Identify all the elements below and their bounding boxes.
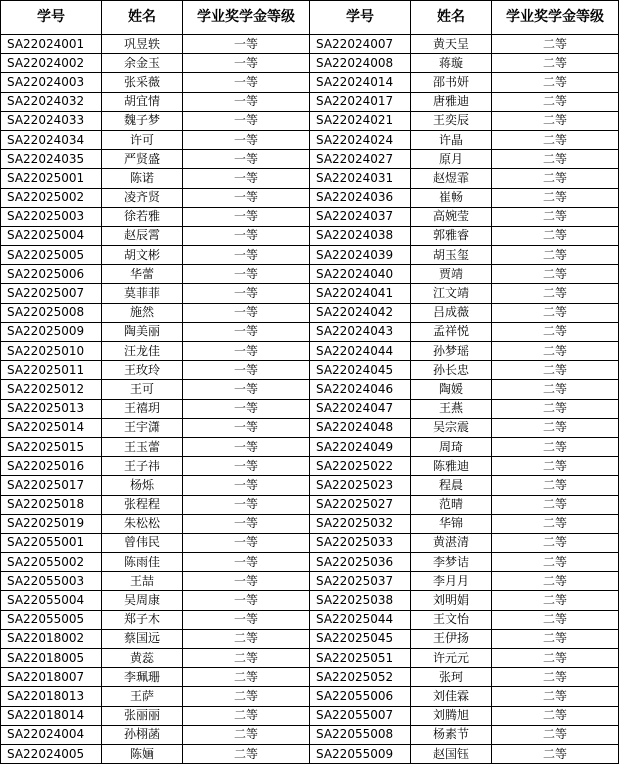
grade-cell: 二等: [492, 226, 619, 245]
grade-cell: 一等: [183, 553, 310, 572]
grade-cell: 二等: [492, 303, 619, 322]
name-cell: 周琦: [411, 437, 492, 456]
grade-cell: 一等: [183, 265, 310, 284]
student-id-cell: SA22055005: [1, 610, 102, 629]
table-row: [1, 73, 619, 92]
name-cell: 曾伟民: [102, 533, 183, 552]
student-id-cell: SA22024048: [310, 418, 411, 437]
table-row: [1, 399, 619, 418]
student-id-cell: SA22025007: [1, 284, 102, 303]
student-id-cell: SA22025045: [310, 629, 411, 648]
name-cell: 王伊扬: [411, 629, 492, 648]
grade-cell: 二等: [492, 73, 619, 92]
student-id-cell: SA22024005: [1, 744, 102, 763]
student-id-cell: SA22025011: [1, 361, 102, 380]
name-cell: 余金玉: [102, 54, 183, 73]
grade-cell: 二等: [492, 35, 619, 54]
grade-cell: 一等: [183, 437, 310, 456]
name-cell: 高婉莹: [411, 207, 492, 226]
name-cell: 许可: [102, 130, 183, 149]
grade-cell: 一等: [183, 322, 310, 341]
name-cell: 张程程: [102, 495, 183, 514]
grade-cell: 二等: [492, 207, 619, 226]
student-id-cell: SA22025013: [1, 399, 102, 418]
name-cell: 张丽丽: [102, 706, 183, 725]
name-cell: 张珂: [411, 668, 492, 687]
name-cell: 陈婳: [102, 744, 183, 763]
table-row: [1, 495, 619, 514]
grade-cell: 二等: [183, 706, 310, 725]
student-id-cell: SA22024038: [310, 226, 411, 245]
name-cell: 黄天呈: [411, 35, 492, 54]
name-cell: 王喆: [102, 572, 183, 591]
student-id-cell: SA22024032: [1, 92, 102, 111]
table-row: [1, 207, 619, 226]
table-row: [1, 188, 619, 207]
name-cell: 赵辰霄: [102, 226, 183, 245]
name-cell: 汪龙佳: [102, 342, 183, 361]
grade-cell: 一等: [183, 246, 310, 265]
name-cell: 赵煜霏: [411, 169, 492, 188]
name-cell: 王子祎: [102, 457, 183, 476]
grade-cell: 二等: [492, 706, 619, 725]
name-cell: 王奕辰: [411, 111, 492, 130]
student-id-cell: SA22024017: [310, 92, 411, 111]
student-id-cell: SA22025036: [310, 553, 411, 572]
name-cell: 孙长忠: [411, 361, 492, 380]
table-row: [1, 111, 619, 130]
grade-cell: 一等: [183, 399, 310, 418]
name-cell: 杨素节: [411, 725, 492, 744]
name-cell: 黄湛清: [411, 533, 492, 552]
grade-cell: 二等: [492, 150, 619, 169]
table-row: [1, 342, 619, 361]
student-id-cell: SA22024003: [1, 73, 102, 92]
grade-cell: 一等: [183, 495, 310, 514]
table-row: [1, 706, 619, 725]
name-cell: 黄蕊: [102, 649, 183, 668]
grade-cell: 二等: [492, 533, 619, 552]
grade-cell: 二等: [183, 629, 310, 648]
grade-cell: 二等: [492, 437, 619, 456]
table-row: [1, 533, 619, 552]
name-cell: 王禧玥: [102, 399, 183, 418]
student-id-cell: SA22025027: [310, 495, 411, 514]
table-row: [1, 572, 619, 591]
table-row: [1, 303, 619, 322]
student-id-cell: SA22055004: [1, 591, 102, 610]
table-row: [1, 649, 619, 668]
name-cell: 江文靖: [411, 284, 492, 303]
grade-cell: 二等: [492, 342, 619, 361]
grade-cell: 二等: [492, 92, 619, 111]
student-id-cell: SA22024049: [310, 437, 411, 456]
table-row: [1, 265, 619, 284]
header-scholarship-grade: 学业奖学金等级: [183, 1, 310, 35]
student-id-cell: SA22025004: [1, 226, 102, 245]
grade-cell: 一等: [183, 591, 310, 610]
grade-cell: 一等: [183, 303, 310, 322]
name-cell: 巩昱轶: [102, 35, 183, 54]
student-id-cell: SA22025032: [310, 514, 411, 533]
table-row: [1, 418, 619, 437]
table-row: [1, 687, 619, 706]
grade-cell: 一等: [183, 418, 310, 437]
grade-cell: 二等: [492, 649, 619, 668]
name-cell: 孟祥悦: [411, 322, 492, 341]
table-row: [1, 169, 619, 188]
name-cell: 赵国钰: [411, 744, 492, 763]
student-id-cell: SA22024034: [1, 130, 102, 149]
student-id-cell: SA22024042: [310, 303, 411, 322]
student-id-cell: SA22024004: [1, 725, 102, 744]
name-cell: 胡文彬: [102, 246, 183, 265]
grade-cell: 一等: [183, 610, 310, 629]
table-row: [1, 437, 619, 456]
student-id-cell: SA22018002: [1, 629, 102, 648]
grade-cell: 一等: [183, 54, 310, 73]
grade-cell: 二等: [492, 265, 619, 284]
name-cell: 朱松松: [102, 514, 183, 533]
student-id-cell: SA22025002: [1, 188, 102, 207]
grade-cell: 二等: [492, 380, 619, 399]
grade-cell: 二等: [183, 668, 310, 687]
name-cell: 凌齐贤: [102, 188, 183, 207]
student-id-cell: SA22025051: [310, 649, 411, 668]
table-row: [1, 92, 619, 111]
name-cell: 王文怡: [411, 610, 492, 629]
table-row: [1, 476, 619, 495]
grade-cell: 二等: [183, 687, 310, 706]
grade-cell: 二等: [492, 553, 619, 572]
student-id-cell: SA22025022: [310, 457, 411, 476]
student-id-cell: SA22024021: [310, 111, 411, 130]
student-id-cell: SA22025009: [1, 322, 102, 341]
header-scholarship-grade: 学业奖学金等级: [492, 1, 619, 35]
student-id-cell: SA22025012: [1, 380, 102, 399]
name-cell: 程晨: [411, 476, 492, 495]
student-id-cell: SA22018013: [1, 687, 102, 706]
grade-cell: 一等: [183, 150, 310, 169]
grade-cell: 二等: [492, 610, 619, 629]
grade-cell: 二等: [492, 130, 619, 149]
table-row: [1, 610, 619, 629]
name-cell: 华蕾: [102, 265, 183, 284]
grade-cell: 二等: [492, 246, 619, 265]
student-id-cell: SA22018014: [1, 706, 102, 725]
table-row: [1, 130, 619, 149]
student-id-cell: SA22025017: [1, 476, 102, 495]
name-cell: 华锦: [411, 514, 492, 533]
student-id-cell: SA22055006: [310, 687, 411, 706]
student-id-cell: SA22055003: [1, 572, 102, 591]
student-id-cell: SA22024045: [310, 361, 411, 380]
grade-cell: 二等: [492, 284, 619, 303]
name-cell: 魏子梦: [102, 111, 183, 130]
grade-cell: 二等: [492, 744, 619, 763]
student-id-cell: SA22024040: [310, 265, 411, 284]
table-row: [1, 744, 619, 763]
name-cell: 王萨: [102, 687, 183, 706]
student-id-cell: SA22055008: [310, 725, 411, 744]
name-cell: 陈雨佳: [102, 553, 183, 572]
table-row: [1, 284, 619, 303]
student-id-cell: SA22024036: [310, 188, 411, 207]
student-id-cell: SA22024043: [310, 322, 411, 341]
student-id-cell: SA22025001: [1, 169, 102, 188]
name-cell: 原月: [411, 150, 492, 169]
name-cell: 吴周康: [102, 591, 183, 610]
student-id-cell: SA22025033: [310, 533, 411, 552]
student-id-cell: SA22024046: [310, 380, 411, 399]
table-row: [1, 629, 619, 648]
student-id-cell: SA22025052: [310, 668, 411, 687]
grade-cell: 二等: [492, 591, 619, 610]
student-id-cell: SA22025044: [310, 610, 411, 629]
grade-cell: 一等: [183, 342, 310, 361]
grade-cell: 一等: [183, 111, 310, 130]
grade-cell: 一等: [183, 226, 310, 245]
name-cell: 贾靖: [411, 265, 492, 284]
table-row: [1, 457, 619, 476]
name-cell: 许元元: [411, 649, 492, 668]
student-id-cell: SA22055001: [1, 533, 102, 552]
table-body: [1, 35, 619, 764]
student-id-cell: SA22024039: [310, 246, 411, 265]
name-cell: 崔畅: [411, 188, 492, 207]
grade-cell: 二等: [492, 322, 619, 341]
grade-cell: 二等: [492, 54, 619, 73]
name-cell: 唐雅迪: [411, 92, 492, 111]
name-cell: 范晴: [411, 495, 492, 514]
table-row: [1, 725, 619, 744]
name-cell: 胡宜情: [102, 92, 183, 111]
grade-cell: 二等: [492, 111, 619, 130]
grade-cell: 一等: [183, 284, 310, 303]
header-row: [1, 1, 619, 35]
grade-cell: 二等: [183, 725, 310, 744]
student-id-cell: SA22024007: [310, 35, 411, 54]
grade-cell: 二等: [492, 457, 619, 476]
grade-cell: 二等: [492, 687, 619, 706]
name-cell: 郭雅睿: [411, 226, 492, 245]
student-id-cell: SA22025010: [1, 342, 102, 361]
student-id-cell: SA22024027: [310, 150, 411, 169]
name-cell: 王燕: [411, 399, 492, 418]
student-id-cell: SA22025015: [1, 437, 102, 456]
name-cell: 王宇潇: [102, 418, 183, 437]
table-row: [1, 35, 619, 54]
grade-cell: 二等: [492, 418, 619, 437]
student-id-cell: SA22024047: [310, 399, 411, 418]
header-name: 姓名: [411, 1, 492, 35]
student-id-cell: SA22025006: [1, 265, 102, 284]
grade-cell: 一等: [183, 35, 310, 54]
student-id-cell: SA22024031: [310, 169, 411, 188]
header-name: 姓名: [102, 1, 183, 35]
grade-cell: 一等: [183, 380, 310, 399]
grade-cell: 一等: [183, 514, 310, 533]
name-cell: 郑子木: [102, 610, 183, 629]
name-cell: 陈诺: [102, 169, 183, 188]
student-id-cell: SA22024014: [310, 73, 411, 92]
student-id-cell: SA22025038: [310, 591, 411, 610]
table-row: [1, 514, 619, 533]
student-id-cell: SA22055009: [310, 744, 411, 763]
grade-cell: 一等: [183, 73, 310, 92]
table-row: [1, 553, 619, 572]
grade-cell: 二等: [492, 188, 619, 207]
student-id-cell: SA22025037: [310, 572, 411, 591]
name-cell: 李珮珊: [102, 668, 183, 687]
grade-cell: 一等: [183, 457, 310, 476]
grade-cell: 二等: [492, 476, 619, 495]
table-row: [1, 668, 619, 687]
grade-cell: 二等: [492, 572, 619, 591]
name-cell: 刘佳霖: [411, 687, 492, 706]
name-cell: 蒋璇: [411, 54, 492, 73]
student-id-cell: SA22025014: [1, 418, 102, 437]
name-cell: 刘明娟: [411, 591, 492, 610]
grade-cell: 二等: [492, 725, 619, 744]
name-cell: 孙栩菡: [102, 725, 183, 744]
table-row: [1, 322, 619, 341]
name-cell: 李梦诘: [411, 553, 492, 572]
name-cell: 杨烁: [102, 476, 183, 495]
header-student-id: 学号: [310, 1, 411, 35]
name-cell: 胡玉玺: [411, 246, 492, 265]
student-id-cell: SA22024001: [1, 35, 102, 54]
student-id-cell: SA22024037: [310, 207, 411, 226]
grade-cell: 二等: [492, 514, 619, 533]
student-id-cell: SA22024002: [1, 54, 102, 73]
student-id-cell: SA22055007: [310, 706, 411, 725]
name-cell: 王玉蕾: [102, 437, 183, 456]
grade-cell: 一等: [183, 476, 310, 495]
student-id-cell: SA22024024: [310, 130, 411, 149]
student-id-cell: SA22024044: [310, 342, 411, 361]
header-student-id: 学号: [1, 1, 102, 35]
name-cell: 吴宗震: [411, 418, 492, 437]
table-row: [1, 591, 619, 610]
grade-cell: 二等: [492, 668, 619, 687]
grade-cell: 一等: [183, 533, 310, 552]
name-cell: 王可: [102, 380, 183, 399]
grade-cell: 二等: [183, 744, 310, 763]
student-id-cell: SA22025003: [1, 207, 102, 226]
name-cell: 徐若雅: [102, 207, 183, 226]
name-cell: 陈雅迪: [411, 457, 492, 476]
grade-cell: 二等: [492, 629, 619, 648]
name-cell: 孙梦瑶: [411, 342, 492, 361]
grade-cell: 二等: [183, 649, 310, 668]
grade-cell: 一等: [183, 207, 310, 226]
table-row: [1, 150, 619, 169]
table-row: [1, 361, 619, 380]
grade-cell: 二等: [492, 361, 619, 380]
grade-cell: 一等: [183, 361, 310, 380]
grade-cell: 一等: [183, 130, 310, 149]
name-cell: 陶媛: [411, 380, 492, 399]
grade-cell: 一等: [183, 572, 310, 591]
student-id-cell: SA22024008: [310, 54, 411, 73]
student-id-cell: SA22025023: [310, 476, 411, 495]
name-cell: 施然: [102, 303, 183, 322]
name-cell: 许晶: [411, 130, 492, 149]
student-id-cell: SA22025019: [1, 514, 102, 533]
student-id-cell: SA22025005: [1, 246, 102, 265]
name-cell: 刘腾旭: [411, 706, 492, 725]
table-row: [1, 54, 619, 73]
student-id-cell: SA22018007: [1, 668, 102, 687]
name-cell: 陶美丽: [102, 322, 183, 341]
name-cell: 李月月: [411, 572, 492, 591]
student-id-cell: SA22025008: [1, 303, 102, 322]
grade-cell: 一等: [183, 169, 310, 188]
grade-cell: 一等: [183, 188, 310, 207]
name-cell: 严贤盛: [102, 150, 183, 169]
name-cell: 吕成薇: [411, 303, 492, 322]
student-id-cell: SA22025018: [1, 495, 102, 514]
name-cell: 邵书妍: [411, 73, 492, 92]
student-id-cell: SA22025016: [1, 457, 102, 476]
name-cell: 莫菲菲: [102, 284, 183, 303]
student-id-cell: SA22024033: [1, 111, 102, 130]
grade-cell: 一等: [183, 92, 310, 111]
student-id-cell: SA22055002: [1, 553, 102, 572]
grade-cell: 二等: [492, 495, 619, 514]
name-cell: 王玫玲: [102, 361, 183, 380]
table-row: [1, 226, 619, 245]
grade-cell: 二等: [492, 399, 619, 418]
student-id-cell: SA22018005: [1, 649, 102, 668]
table-row: [1, 380, 619, 399]
table-row: [1, 246, 619, 265]
name-cell: 蔡国远: [102, 629, 183, 648]
name-cell: 张采薇: [102, 73, 183, 92]
grade-cell: 二等: [492, 169, 619, 188]
student-id-cell: SA22024041: [310, 284, 411, 303]
student-id-cell: SA22024035: [1, 150, 102, 169]
